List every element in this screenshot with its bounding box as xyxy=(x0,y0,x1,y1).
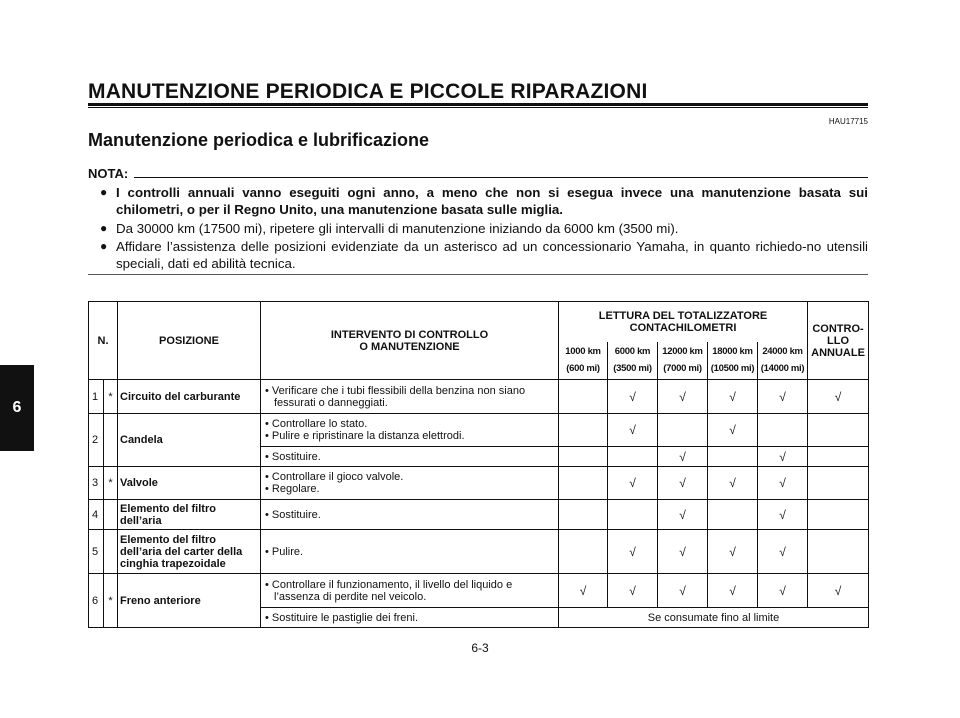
row-action xyxy=(261,414,559,447)
header-odometer xyxy=(559,302,808,342)
check-cell xyxy=(658,414,708,447)
page-title: MANUTENZIONE PERIODICA E PICCOLE RIPARAZIONI xyxy=(88,80,648,103)
position-line: Elemento del filtro xyxy=(120,533,216,546)
check-cell: √ xyxy=(658,574,708,608)
check-cell: √ xyxy=(608,467,658,500)
check-cell xyxy=(808,500,869,530)
row-action xyxy=(261,380,559,414)
row-action: • Pulire. xyxy=(261,530,559,574)
action-line: • Controllare lo stato. xyxy=(265,418,368,430)
mi-value: (7000 mi) xyxy=(663,363,702,375)
check-cell: √ xyxy=(608,414,658,447)
table-row xyxy=(89,530,869,574)
check-cell: √ xyxy=(658,500,708,530)
mi-value: (3500 mi) xyxy=(613,363,652,375)
check-cell: √ xyxy=(708,414,758,447)
table-row xyxy=(89,380,869,414)
header-annual-line: CONTRO- xyxy=(812,322,864,335)
header-action-line: O MANUTENZIONE xyxy=(359,340,460,353)
check-cell xyxy=(808,530,869,574)
check-cell: √ xyxy=(658,380,708,414)
action-line: • Controllare il funzionamento, il livello del liquido e xyxy=(265,578,513,591)
check-cell xyxy=(559,467,608,500)
note-text: I controlli annuali vanno eseguiti ogni anno, a meno che non si esegua invece una manutenzione basata sui chilometri, o per il Regno Unito, una manutenzione basata sulle miglia. xyxy=(116,185,868,217)
asterisk-cell xyxy=(104,414,118,467)
check-cell xyxy=(559,447,608,467)
position-line: dell’aria del carter della xyxy=(120,545,243,558)
check-cell xyxy=(708,500,758,530)
check-cell xyxy=(559,500,608,530)
row-position xyxy=(118,500,261,530)
title-rule-thin xyxy=(88,107,868,108)
check-cell: √ xyxy=(708,574,758,608)
check-cell xyxy=(559,414,608,447)
chapter-tab: 6 xyxy=(0,365,34,451)
check-cell xyxy=(559,380,608,414)
action-line: • Controllare il gioco valvole. xyxy=(265,471,404,483)
header-n: N. xyxy=(89,302,118,380)
km-value: 18000 km xyxy=(712,346,753,358)
check-cell: √ xyxy=(808,380,869,414)
check-cell: √ xyxy=(808,574,869,608)
row-position: Freno anteriore xyxy=(118,574,261,628)
row-position: Circuito del carburante xyxy=(118,380,261,414)
check-cell: √ xyxy=(758,380,808,414)
row-number: 4 xyxy=(89,500,104,530)
row-action: • Sostituire. xyxy=(261,500,559,530)
check-cell: √ xyxy=(758,467,808,500)
table-row xyxy=(89,500,869,530)
header-odometer-line: CONTACHILOMETRI xyxy=(629,321,737,334)
check-cell xyxy=(758,414,808,447)
mi-value: (10500 mi) xyxy=(710,363,755,375)
bullet-icon: ● xyxy=(100,239,108,253)
table-header-row xyxy=(89,302,869,342)
note-item xyxy=(100,184,868,218)
check-cell: √ xyxy=(708,380,758,414)
row-number: 5 xyxy=(89,530,104,574)
asterisk-cell xyxy=(104,500,118,530)
check-cell: √ xyxy=(708,530,758,574)
check-cell xyxy=(608,447,658,467)
row-action xyxy=(261,467,559,500)
asterisk-mark: * xyxy=(104,467,118,500)
check-cell: √ xyxy=(708,467,758,500)
reference-code: HAU17715 xyxy=(828,117,868,126)
check-cell: √ xyxy=(608,380,658,414)
action-line: l’assenza di perdite nel veicolo. xyxy=(274,590,427,603)
mi-value: (14000 mi) xyxy=(760,363,805,375)
header-action xyxy=(261,302,559,380)
check-cell xyxy=(559,530,608,574)
check-cell: √ xyxy=(658,447,708,467)
action-line: • Pulire e ripristinare la distanza elettrodi. xyxy=(265,430,465,442)
page-number: 6-3 xyxy=(471,641,489,655)
header-km xyxy=(708,342,758,380)
row-action: • Sostituire. xyxy=(261,447,559,467)
action-line: fessurati o danneggiati. xyxy=(274,396,388,409)
check-cell: √ xyxy=(758,530,808,574)
header-odometer-line: LETTURA DEL TOTALIZZATORE xyxy=(598,309,768,322)
note-text: Da 30000 km (17500 mi), ripetere gli intervalli di manutenzione iniziando da 6000 km (3500 mi). xyxy=(116,221,679,236)
bullet-icon: ● xyxy=(100,185,108,199)
note-label: NOTA: xyxy=(88,166,129,181)
check-cell: √ xyxy=(658,530,708,574)
header-km xyxy=(559,342,608,380)
note-rule xyxy=(134,177,868,178)
interval-note: Se consumate fino al limite xyxy=(559,608,869,628)
header-km xyxy=(658,342,708,380)
km-value: 1000 km xyxy=(565,346,601,358)
check-cell: √ xyxy=(658,467,708,500)
check-cell: √ xyxy=(758,447,808,467)
title-rule xyxy=(88,103,868,106)
row-number: 3 xyxy=(89,467,104,500)
note-item xyxy=(100,238,868,272)
section-title: Manutenzione periodica e lubrificazione xyxy=(88,130,430,150)
table-row xyxy=(89,467,869,500)
row-action xyxy=(261,574,559,608)
km-value: 24000 km xyxy=(762,346,803,358)
maintenance-table xyxy=(88,301,869,628)
check-cell: √ xyxy=(608,530,658,574)
action-line: • Regolare. xyxy=(265,483,320,495)
km-value: 6000 km xyxy=(614,346,651,358)
row-position: Candela xyxy=(118,414,261,467)
row-position xyxy=(118,530,261,574)
check-cell: √ xyxy=(758,500,808,530)
row-action: • Sostituire le pastiglie dei freni. xyxy=(261,608,559,628)
mi-value: (600 mi) xyxy=(566,363,600,375)
row-number: 6 xyxy=(89,574,104,628)
asterisk-cell xyxy=(104,530,118,574)
header-km xyxy=(608,342,658,380)
position-line: Elemento del filtro xyxy=(120,502,216,515)
header-km xyxy=(758,342,808,380)
position-line: cinghia trapezoidale xyxy=(120,557,226,570)
asterisk-mark: * xyxy=(104,574,118,628)
header-action-line: INTERVENTO DI CONTROLLO xyxy=(330,328,489,341)
table-row xyxy=(89,414,869,447)
bullet-icon: ● xyxy=(100,221,108,235)
check-cell: √ xyxy=(758,574,808,608)
header-annual xyxy=(808,302,869,380)
header-annual-line: ANNUALE xyxy=(811,346,865,359)
check-cell: √ xyxy=(608,574,658,608)
check-cell xyxy=(608,500,658,530)
check-cell xyxy=(808,447,869,467)
check-cell xyxy=(808,414,869,447)
check-cell: √ xyxy=(559,574,608,608)
note-text: Affidare l’assistenza delle posizioni evidenziate da un asterisco ad un concessionario Yamaha, in quanto richiedo-no utensili speciali, dati ed abilità tecnica. xyxy=(116,239,868,271)
table-row xyxy=(89,574,869,608)
position-line: dell’aria xyxy=(120,514,162,527)
header-annual-line: LLO xyxy=(827,334,850,347)
note-item xyxy=(100,220,868,237)
km-value: 12000 km xyxy=(662,346,703,358)
action-line: • Verificare che i tubi flessibili della benzina non siano xyxy=(265,384,526,397)
check-cell xyxy=(708,447,758,467)
notes-end-rule xyxy=(88,274,868,275)
check-cell xyxy=(808,467,869,500)
row-number: 1 xyxy=(89,380,104,414)
row-position: Valvole xyxy=(118,467,261,500)
header-position: POSIZIONE xyxy=(118,302,261,380)
row-number: 2 xyxy=(89,414,104,467)
asterisk-mark: * xyxy=(104,380,118,414)
